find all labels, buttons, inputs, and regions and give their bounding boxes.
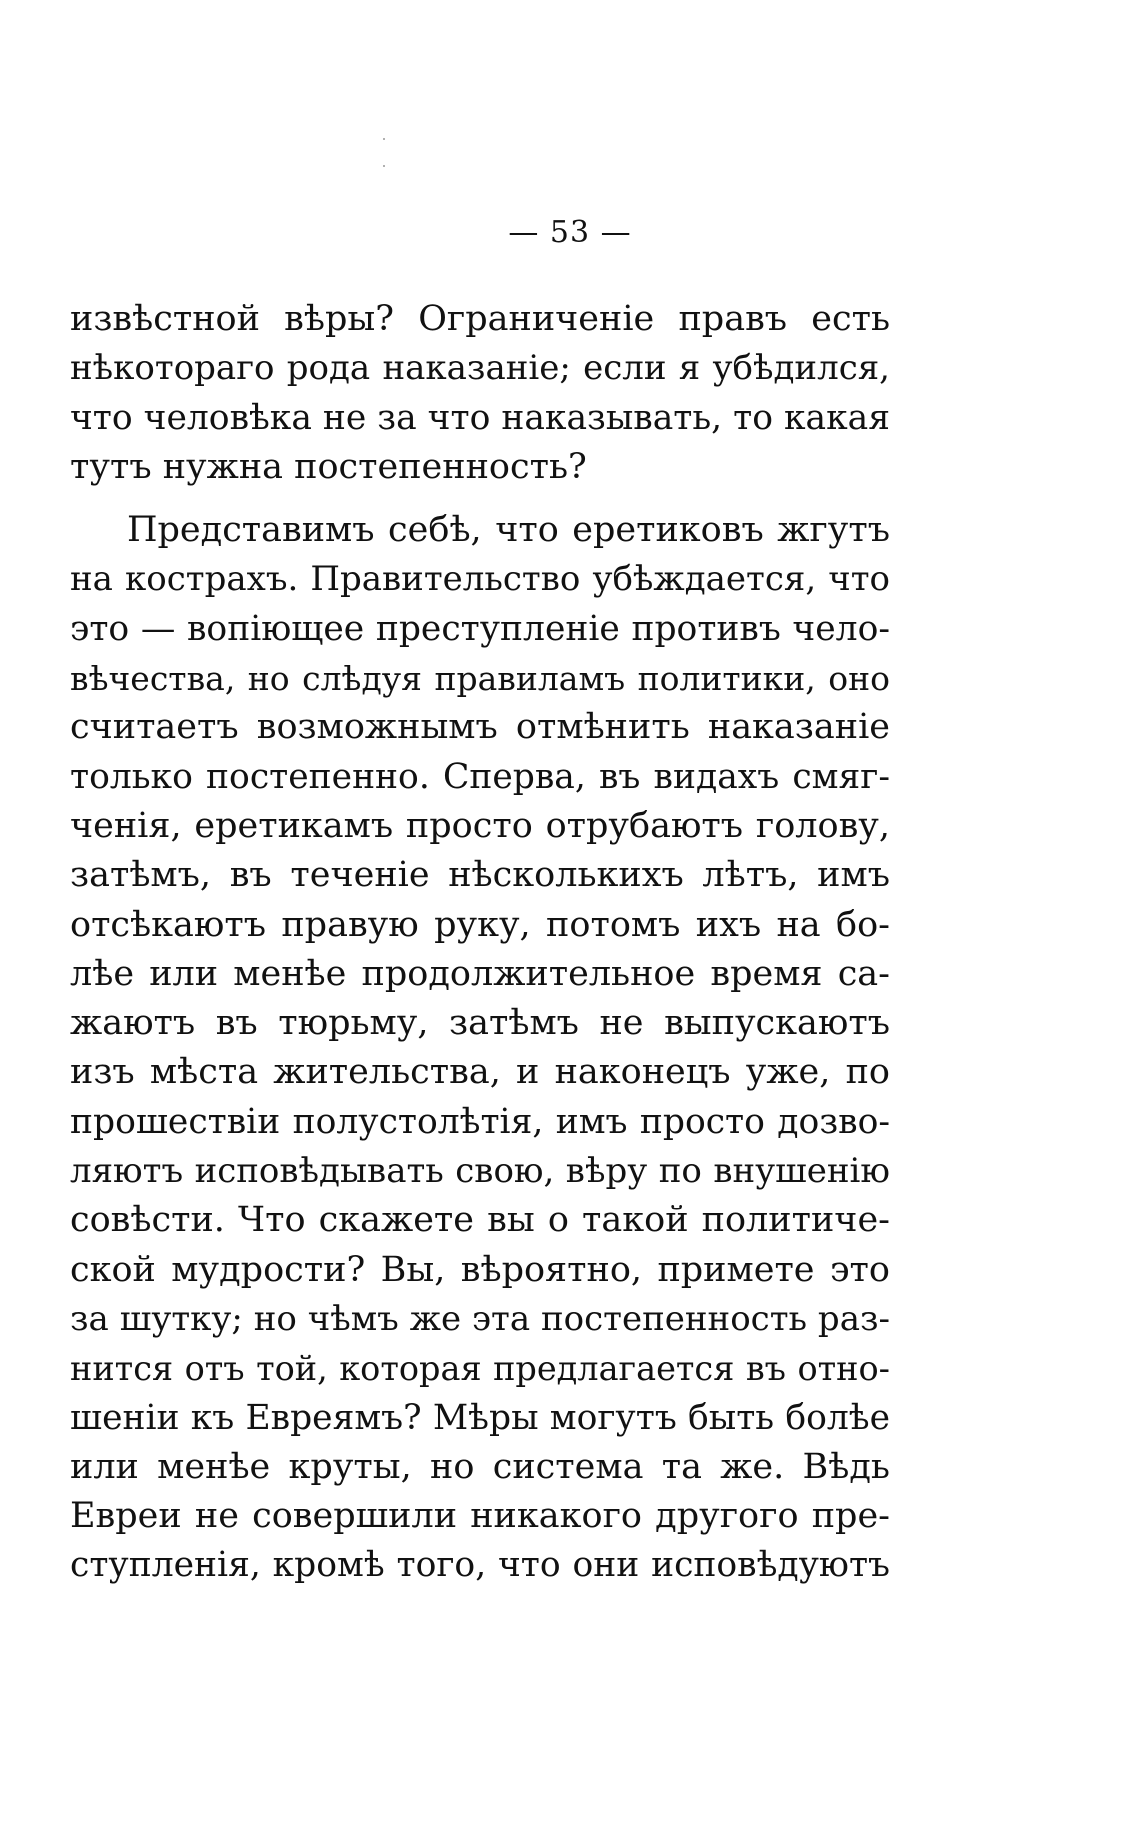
paper-speck: [383, 138, 385, 140]
text-line: затѣмъ, въ теченіе нѣсколькихъ лѣтъ, имъ: [70, 855, 890, 896]
text-line: Евреи не совершили никакого другого пре-: [70, 1496, 890, 1537]
text-line: за шутку; но чѣмъ же эта постепенность раз-: [70, 1298, 890, 1339]
text-line: извѣстной вѣры? Ограниченіе правъ есть: [70, 299, 890, 339]
text-line: ченія, еретикамъ просто отрубаютъ голову,: [70, 805, 890, 846]
text-line: или менѣе круты, но система та же. Вѣдь: [70, 1446, 890, 1487]
text-line: это — вопіющее преступленіе противъ чело-: [70, 608, 890, 649]
text-line: считаетъ возможнымъ отмѣнить наказаніе: [70, 707, 890, 748]
text-line: Представимъ себѣ, что еретиковъ жгутъ: [127, 510, 890, 551]
text-line: ляютъ исповѣдывать свою, вѣру по внушенію: [70, 1151, 890, 1192]
text-line: на кострахъ. Правительство убѣждается, что: [70, 559, 890, 600]
text-line: лѣе или менѣе продолжительное время са-: [70, 953, 890, 994]
paragraph: [70, 295, 890, 492]
text-line: изъ мѣста жительства, и наконецъ уже, по: [70, 1052, 890, 1093]
text-line: жаютъ въ тюрьму, затѣмъ не выпускаютъ: [70, 1003, 890, 1044]
text-line: тутъ нужна постепенность?: [70, 446, 587, 487]
body-text: [70, 295, 890, 1591]
text-line: прошествіи полустолѣтія, имъ просто дозво-: [70, 1101, 890, 1142]
text-line: вѣчества, но слѣдуя правиламъ политики, оно: [70, 659, 890, 699]
text-line: шеніи къ Евреямъ? Мѣры могутъ быть болѣе: [70, 1397, 890, 1438]
text-line: нѣкотораго рода наказаніе; если я убѣдился,: [70, 348, 890, 389]
paragraph: [70, 506, 890, 1591]
text-line: нится отъ той, которая предлагается въ отно-: [70, 1349, 890, 1389]
text-line: совѣсти. Что скажете вы о такой политиче-: [70, 1200, 890, 1241]
text-line: ской мудрости? Вы, вѣроятно, примете это: [70, 1249, 890, 1290]
paper-speck: [383, 165, 385, 167]
text-line: отсѣкаютъ правую руку, потомъ ихъ на бо-: [70, 904, 890, 945]
paragraph-gap: [70, 492, 890, 506]
page-number: — 53 —: [508, 215, 632, 250]
text-line: что человѣка не за что наказывать, то какая: [70, 397, 890, 438]
text-line: только постепенно. Сперва, въ видахъ смяг-: [70, 756, 890, 797]
text-line: ступленія, кромѣ того, что они исповѣдуютъ: [70, 1545, 890, 1586]
